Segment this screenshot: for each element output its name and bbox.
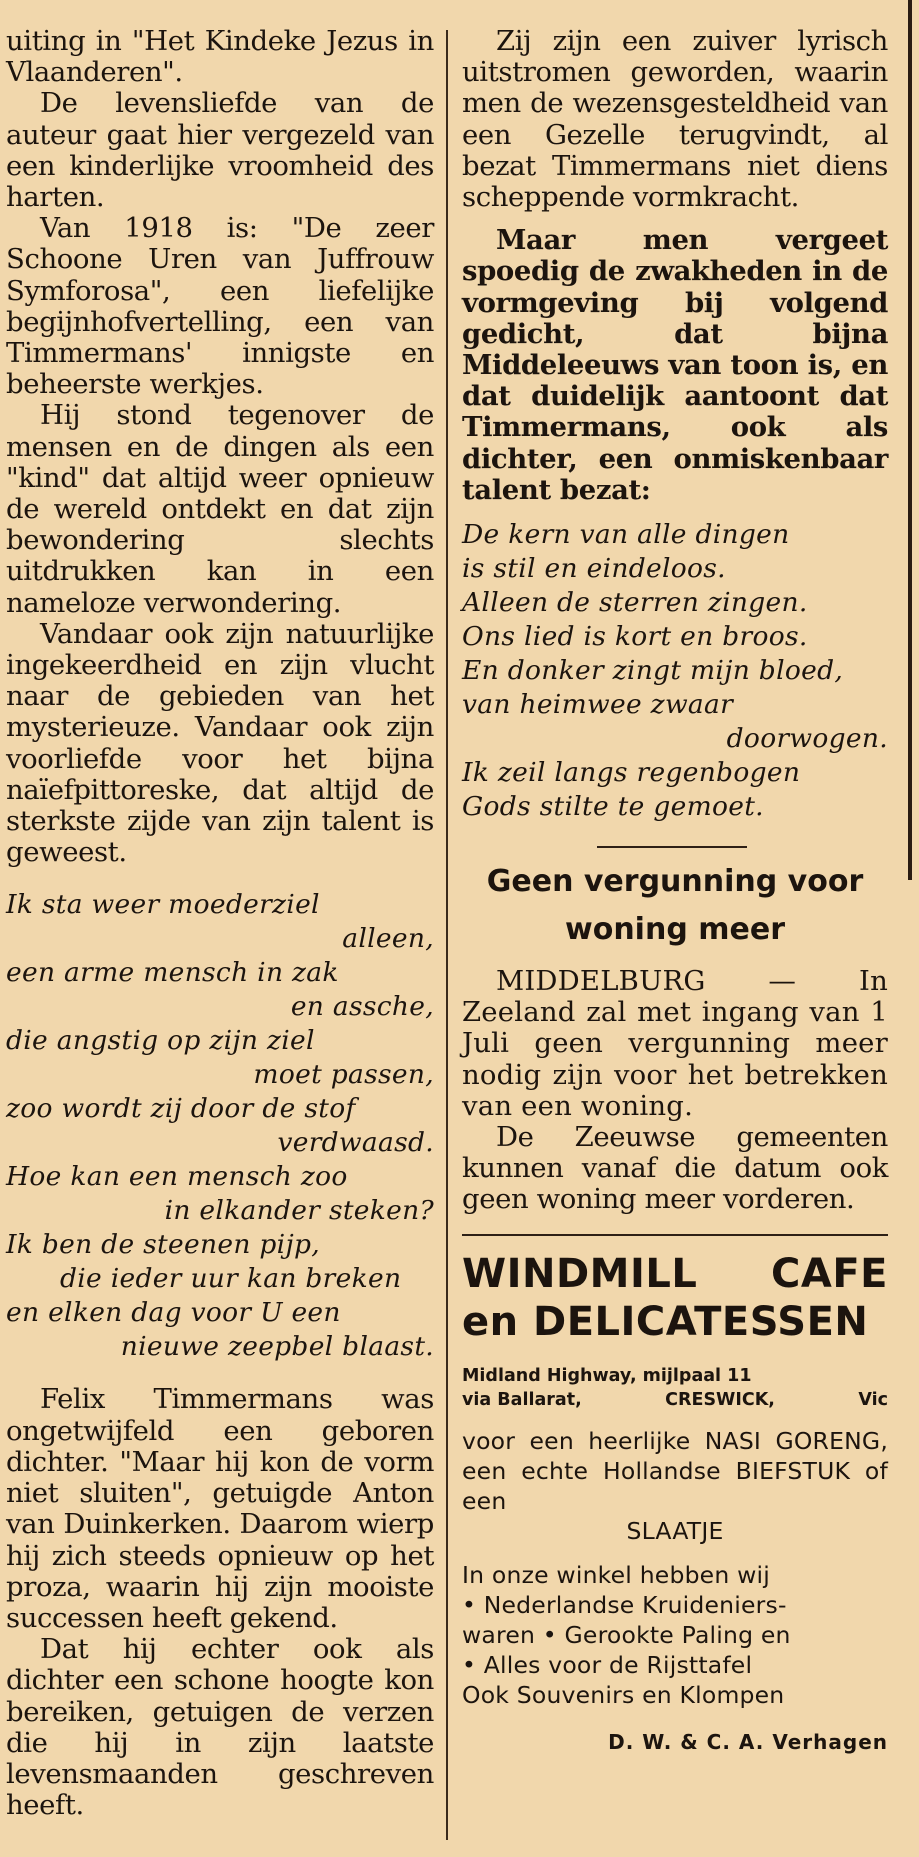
advertisement-body [462, 1426, 888, 1546]
poem-line: Hoe kan een mensch zoo [6, 1161, 348, 1193]
poem-line: is stil en eindeloos. [462, 553, 726, 585]
ad-list-item: Ook Souvenirs en Klompen [462, 1680, 785, 1709]
ad-body-highlight: SLAATJE [626, 1516, 724, 1545]
poem-line: doorwogen. [726, 723, 888, 755]
section-divider [597, 846, 747, 848]
column-divider [446, 30, 448, 1840]
poem-line: moet passen, [253, 1059, 434, 1091]
ad-address-part: CRESWICK, [665, 1389, 775, 1410]
left-paragraph-1: uiting in "Het Kindeke Jezus in Vlaanderen". [6, 25, 434, 89]
poem-line: van heimwee zwaar [462, 689, 734, 721]
poem-line: Ons lied is kort en broos. [462, 621, 808, 653]
poem-line: in elkander steken? [164, 1195, 434, 1227]
ad-address-line-1: Midland Highway, mijlpaal 11 [462, 1365, 752, 1386]
left-paragraph-4: Hij stond tegenover de mensen en de dingen als een "kind" dat altijd weer opnieuw de wereld ontdekt en dat zijn bewondering slechts uitdrukken kan in een nameloze verwondering. [6, 399, 434, 619]
left-paragraph-5: Vandaar ook zijn natuurlijke ingekeerdheid en zijn vlucht naar de gebieden van het mysterieuze. Vandaar ook zijn voorliefde voor het bijna naïefpittoreske, dat altijd de sterkste zijde van zijn talent is geweest. [6, 617, 434, 869]
ad-address-part: via Ballarat, [462, 1389, 582, 1410]
poem-line: verdwaasd. [277, 1127, 434, 1159]
advertisement-title [462, 1250, 888, 1346]
right-poem [462, 518, 888, 824]
poem-line: De kern van alle dingen [462, 519, 790, 551]
poem-line: Alleen de sterren zingen. [462, 587, 808, 619]
left-paragraph-7: Dat hij echter ook als dichter een schone hoogte kon bereiken, getuigen de verzen die hij in zijn laatste levensmaanden geschreven heeft. [6, 1633, 434, 1822]
ad-address-part: Vic [858, 1389, 888, 1410]
poem-line: nieuwe zeepbel blaast. [120, 1331, 434, 1363]
poem-line: die ieder uur kan breken [60, 1263, 402, 1295]
poem-line: En donker zingt mijn bloed, [462, 655, 844, 687]
ad-list-item: • Nederlandse Kruideniers- [462, 1590, 787, 1619]
poem-line: Ik zeil langs regenbogen [462, 757, 801, 789]
advertisement-list [462, 1560, 888, 1710]
article-paragraph-2: De Zeeuwse gemeenten kunnen vanaf die datum ook geen woning meer vorderen. [462, 1121, 888, 1216]
left-column [6, 26, 434, 1821]
page-edge-rule [908, 0, 912, 880]
poem-line: en elken dag voor U een [6, 1297, 341, 1329]
ad-list-item: waren • Gerookte Paling en [462, 1620, 791, 1649]
poem-line: alleen, [342, 923, 434, 955]
ad-list-item: • Alles voor de Rijsttafel [462, 1650, 753, 1679]
poem-line: Gods stilte te gemoet. [462, 791, 764, 823]
advertisement-signature: D. W. & C. A. Verhagen [608, 1729, 888, 1754]
advertisement-address [462, 1364, 888, 1412]
ad-title-word: CAFE [771, 1250, 888, 1297]
ad-title-word: WINDMILL [462, 1250, 698, 1297]
left-poem [6, 888, 434, 1364]
left-paragraph-6: Felix Timmermans was ongetwijfeld een geboren dichter. "Maar hij kon de vorm niet sluiten", getuigde Anton van Duinkerken. Daarom wierp hij zich steeds opnieuw op het proza, waarin hij zijn mooiste successen heeft gekend. [6, 1383, 434, 1634]
left-paragraph-2: De levensliefde van de auteur gaat hier vergezeld van een kinderlijke vroomheid des harten. [6, 87, 434, 214]
ad-body-text: voor een heerlijke NASI GORENG, een echte Hollandse BIEFSTUK of een [462, 1426, 888, 1515]
left-paragraph-3: Van 1918 is: "De zeer Schoone Uren van Juffrouw Symforosa", een liefelijke begijnhofvertelling, een van Timmermans' innigste en beheerste werkjes. [6, 212, 434, 401]
poem-line: en assche, [290, 991, 434, 1023]
advertisement-top-rule [462, 1234, 888, 1236]
right-paragraph-2-bold: Maar men vergeet spoedig de zwakheden in de vormgeving bij volgend gedicht, dat bijna Middeleeuws van toon is, en dat duidelijk aantoont dat Timmermans, ook als dichter, een onmiskenbaar talent bezat: [462, 224, 888, 506]
poem-line: Ik sta weer moederziel [6, 889, 320, 921]
right-column [462, 26, 888, 1754]
article-dateline-paragraph: MIDDELBURG — In Zeeland zal met ingang van 1 Juli geen vergunning meer nodig zijn voor het betrekken van een woning. [462, 965, 888, 1122]
ad-title-line-2: en DELICATESSEN [462, 1298, 869, 1345]
poem-line: een arme mensch in zak [6, 957, 339, 989]
ad-list-intro: In onze winkel hebben wij [462, 1560, 770, 1589]
poem-line: Ik ben de steenen pijp, [6, 1229, 320, 1261]
poem-line: zoo wordt zij door de stof [6, 1093, 356, 1125]
right-paragraph-1: Zij zijn een zuiver lyrisch uitstromen geworden, waarin men de wezensgesteldheid van een Gezelle terugvindt, al bezat Timmermans niet diens scheppende vormkracht. [462, 25, 888, 214]
article-headline: Geen vergunning voor woning meer [486, 864, 864, 948]
poem-line: die angstig op zijn ziel [6, 1025, 315, 1057]
